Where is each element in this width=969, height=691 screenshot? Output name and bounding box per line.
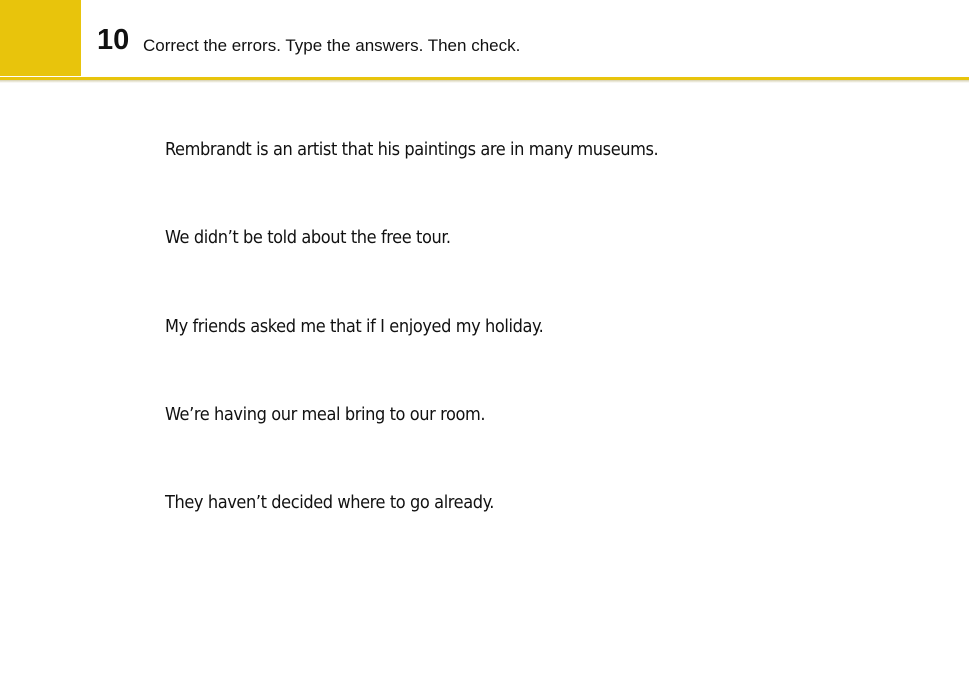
- item-sentence: We didn’t be told about the free tour.: [165, 227, 451, 248]
- exercise-number: 10: [97, 24, 130, 56]
- item-sentence: Rembrandt is an artist that his paintings are in many museums.: [165, 139, 659, 160]
- item-sentence: They haven’t decided where to go already.: [165, 492, 494, 513]
- item-sentence: My friends asked me that if I enjoyed my holiday.: [165, 316, 544, 337]
- item-sentence: We’re having our meal bring to our room.: [165, 404, 486, 425]
- exercise-instruction: Correct the errors. Type the answers. Then check.: [143, 36, 521, 55]
